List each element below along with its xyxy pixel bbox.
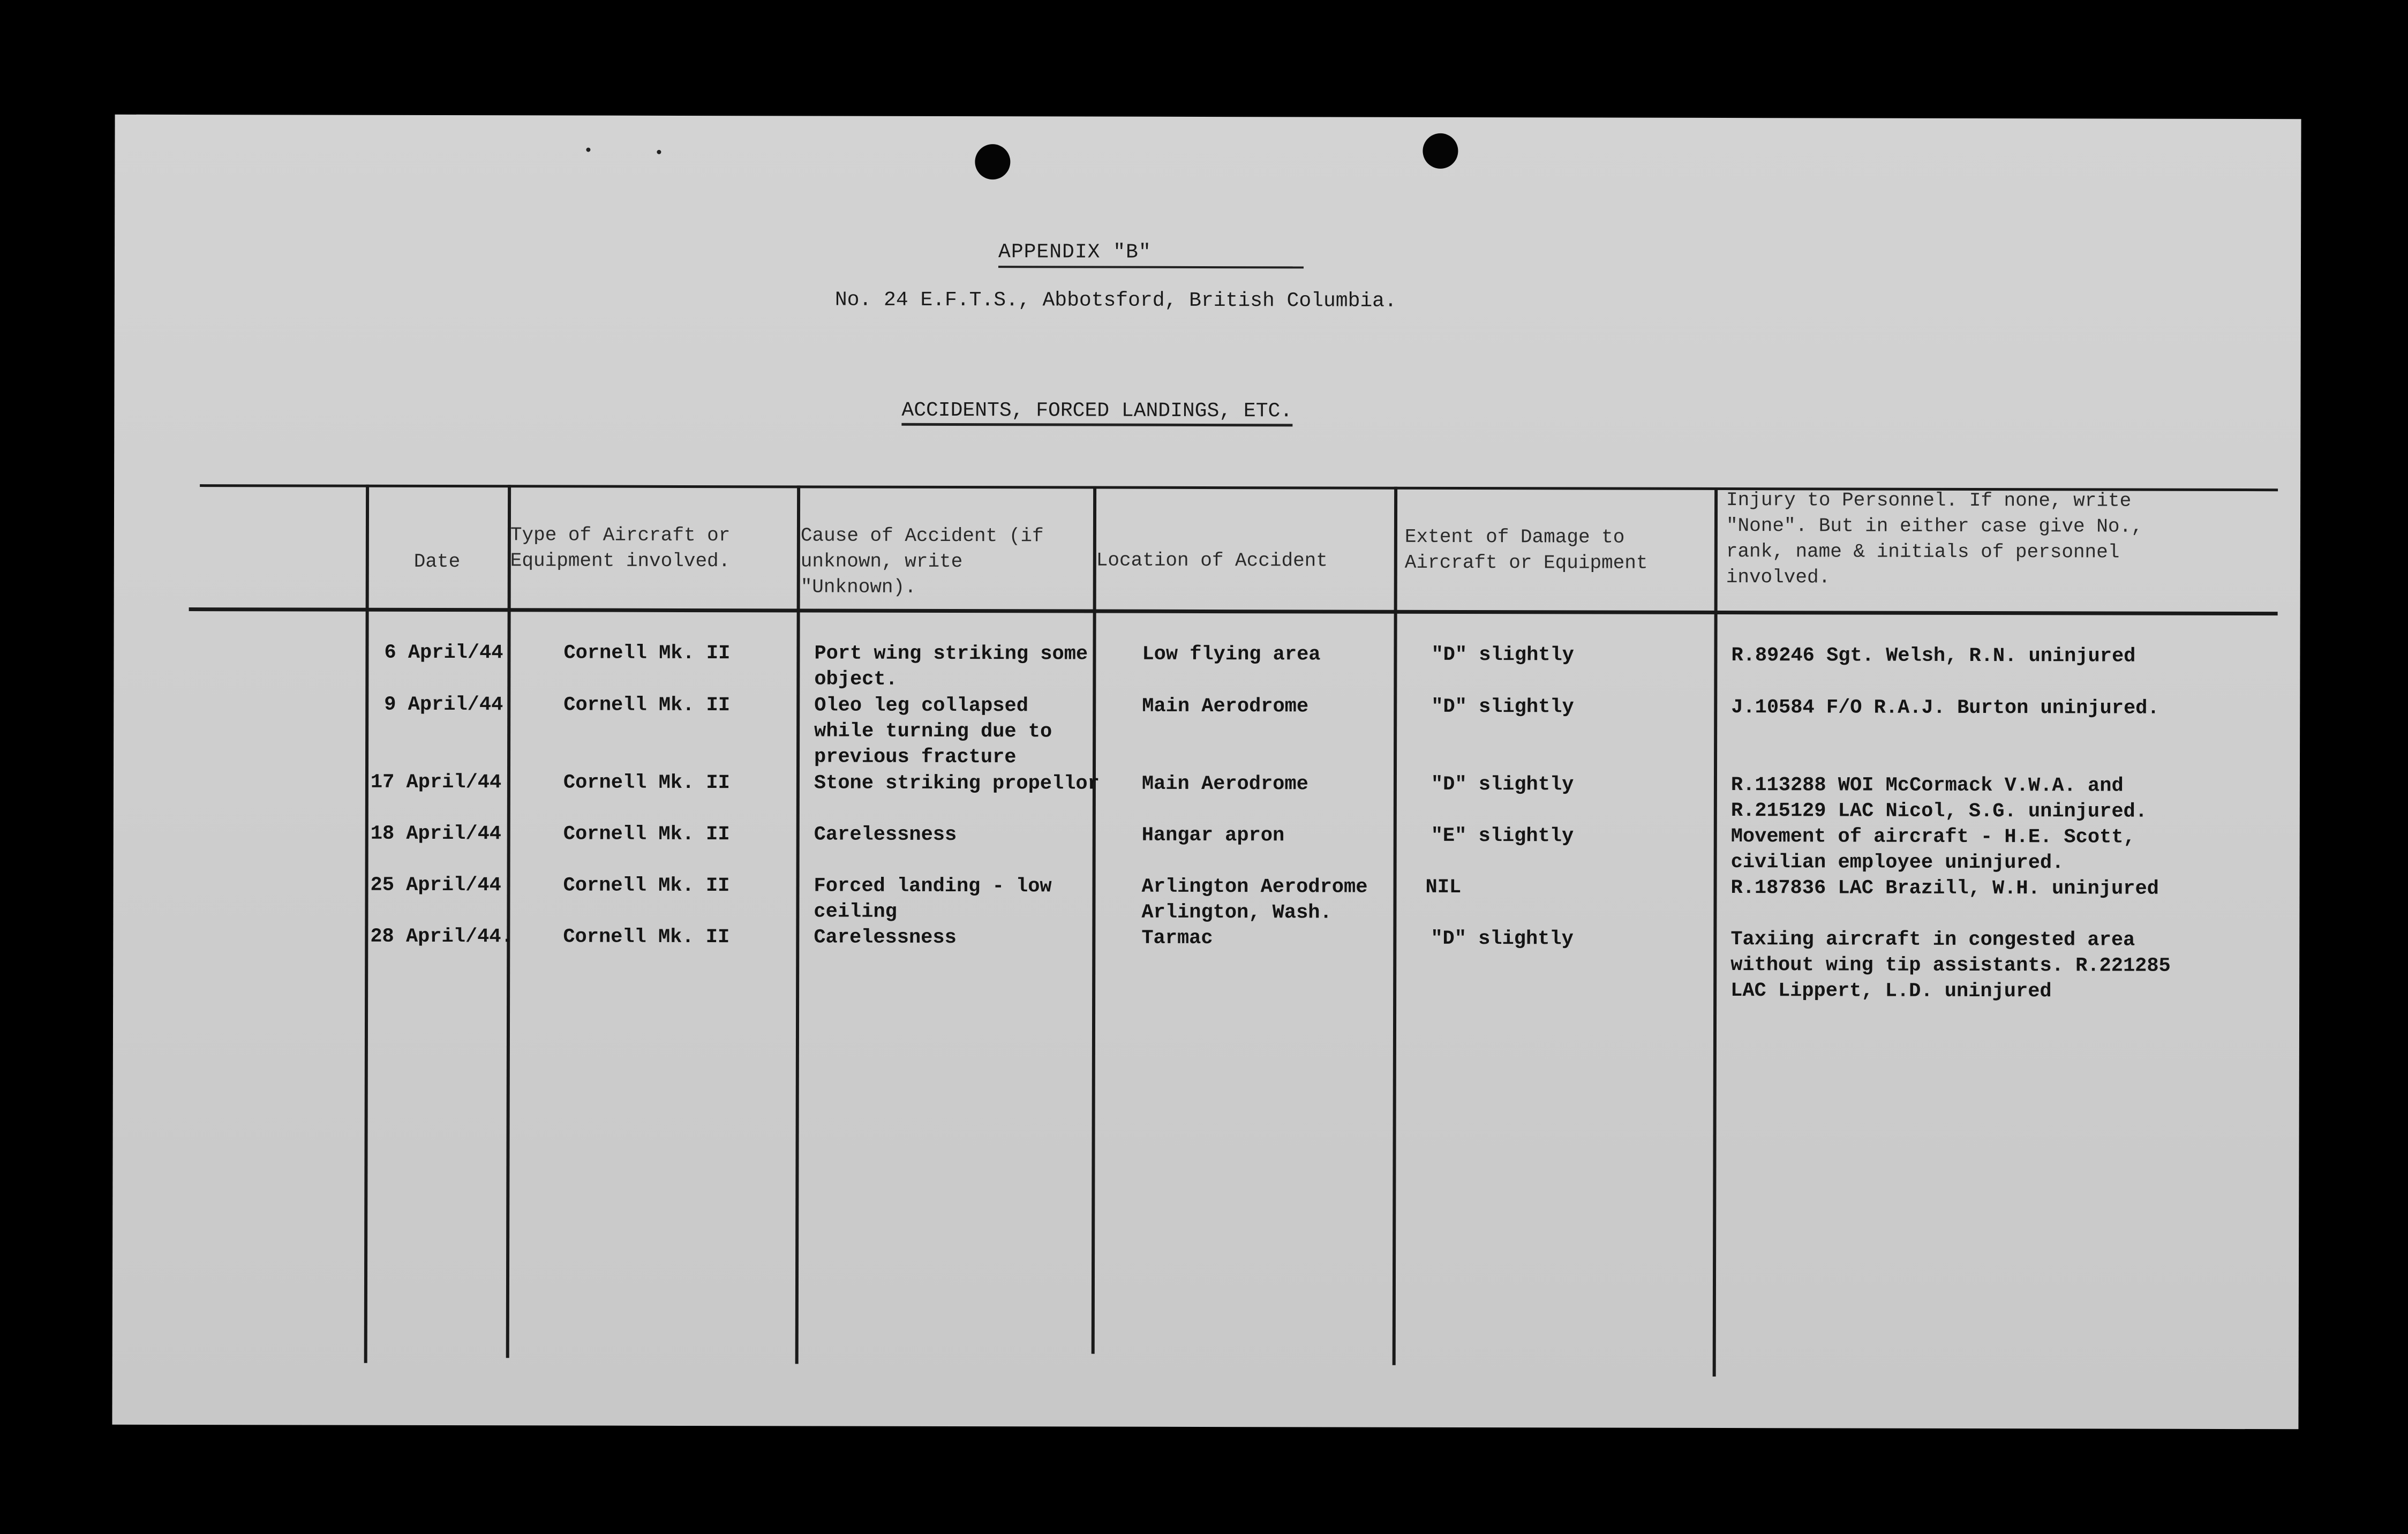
- cell-date: 6 April/44: [384, 641, 503, 665]
- cell-injury: J.10584 F/O R.A.J. Burton uninjured.: [1731, 696, 2159, 720]
- punch-hole-left: [975, 144, 1010, 179]
- cell-location: Low flying area: [1142, 643, 1321, 666]
- cell-damage: "D" slightly: [1431, 695, 1574, 719]
- cell-location: Main Aerodrome: [1142, 695, 1309, 718]
- cell-aircraft-type: Cornell Mk. II: [563, 926, 730, 949]
- cell-cause: Carelessness: [814, 823, 957, 847]
- cell-date: 9 April/44: [384, 693, 503, 717]
- document-page: [112, 115, 2301, 1430]
- header-date: Date: [413, 550, 461, 573]
- cell-location: Main Aerodrome: [1141, 772, 1308, 796]
- cell-cause: Forced landing - low ceiling: [814, 875, 1052, 923]
- cell-damage: "D" slightly: [1431, 773, 1574, 796]
- cell-date: 17 April/44: [370, 771, 502, 794]
- header-aircraft-type: Type of Aircraft or Equipment involved.: [510, 524, 731, 573]
- column-divider: [1713, 487, 1718, 1377]
- cell-location: Hangar apron: [1141, 824, 1285, 847]
- cell-aircraft-type: Cornell Mk. II: [563, 642, 731, 665]
- cell-damage: NIL: [1425, 876, 1462, 899]
- cell-injury: Taxiing aircraft in congested area without wing tip assistants. R.221285 LAC Lippert, L.D. uninjured: [1730, 928, 2171, 1003]
- cell-cause: Oleo leg collapsed while turning due to previous fracture: [814, 694, 1052, 769]
- cell-date: 28 April/44.: [370, 925, 513, 949]
- cell-date: 25 April/44: [370, 874, 501, 897]
- cell-location: Arlington Aerodrome Arlington, Wash.: [1141, 875, 1368, 924]
- cell-aircraft-type: Cornell Mk. II: [563, 874, 730, 898]
- column-divider: [795, 485, 800, 1364]
- punch-hole-right: [1423, 133, 1458, 169]
- cell-date: 18 April/44: [370, 822, 502, 846]
- cell-aircraft-type: Cornell Mk. II: [563, 694, 731, 717]
- cell-damage: "D" slightly: [1431, 643, 1574, 667]
- cell-aircraft-type: Cornell Mk. II: [563, 771, 730, 795]
- header-location: Location of Accident: [1096, 549, 1328, 572]
- header-injury: Injury to Personnel. If none, write "None". But in either case give No., rank, name & initials of personnel involved.: [1726, 489, 2143, 589]
- appendix-title: APPENDIX "B": [998, 240, 1304, 268]
- cell-injury: R.89246 Sgt. Welsh, R.N. uninjured: [1731, 644, 2136, 668]
- ink-speck: [657, 150, 661, 154]
- column-divider: [364, 485, 369, 1363]
- cell-cause: Carelessness: [814, 926, 957, 950]
- cell-cause: Stone striking propellor: [814, 772, 1100, 795]
- cell-injury: Movement of aircraft - H.E. Scott, civilian employee uninjured.: [1730, 825, 2135, 875]
- column-divider: [1393, 487, 1397, 1365]
- column-divider: [506, 485, 511, 1358]
- cell-cause: Port wing striking some object.: [814, 642, 1088, 691]
- column-divider: [1092, 486, 1096, 1354]
- section-heading: ACCIDENTS, FORCED LANDINGS, ETC.: [901, 399, 1292, 427]
- header-cause: Cause of Accident (if unknown, write "Unknown).: [800, 524, 1044, 598]
- cell-injury: R.187836 LAC Brazill, W.H. uninjured: [1730, 877, 2159, 900]
- ink-speck: [586, 148, 590, 152]
- cell-damage: "D" slightly: [1431, 927, 1574, 951]
- unit-subtitle: No. 24 E.F.T.S., Abbotsford, British Columbia.: [834, 288, 1397, 313]
- cell-injury: R.113288 WOI McCormack V.W.A. and R.215129 LAC Nicol, S.G. uninjured.: [1730, 774, 2148, 823]
- cell-location: Tarmac: [1141, 927, 1213, 950]
- cell-aircraft-type: Cornell Mk. II: [563, 823, 730, 846]
- header-damage: Extent of Damage to Aircraft or Equipment: [1404, 525, 1648, 574]
- cell-damage: "E" slightly: [1431, 824, 1574, 848]
- table-header-rule: [189, 607, 2278, 615]
